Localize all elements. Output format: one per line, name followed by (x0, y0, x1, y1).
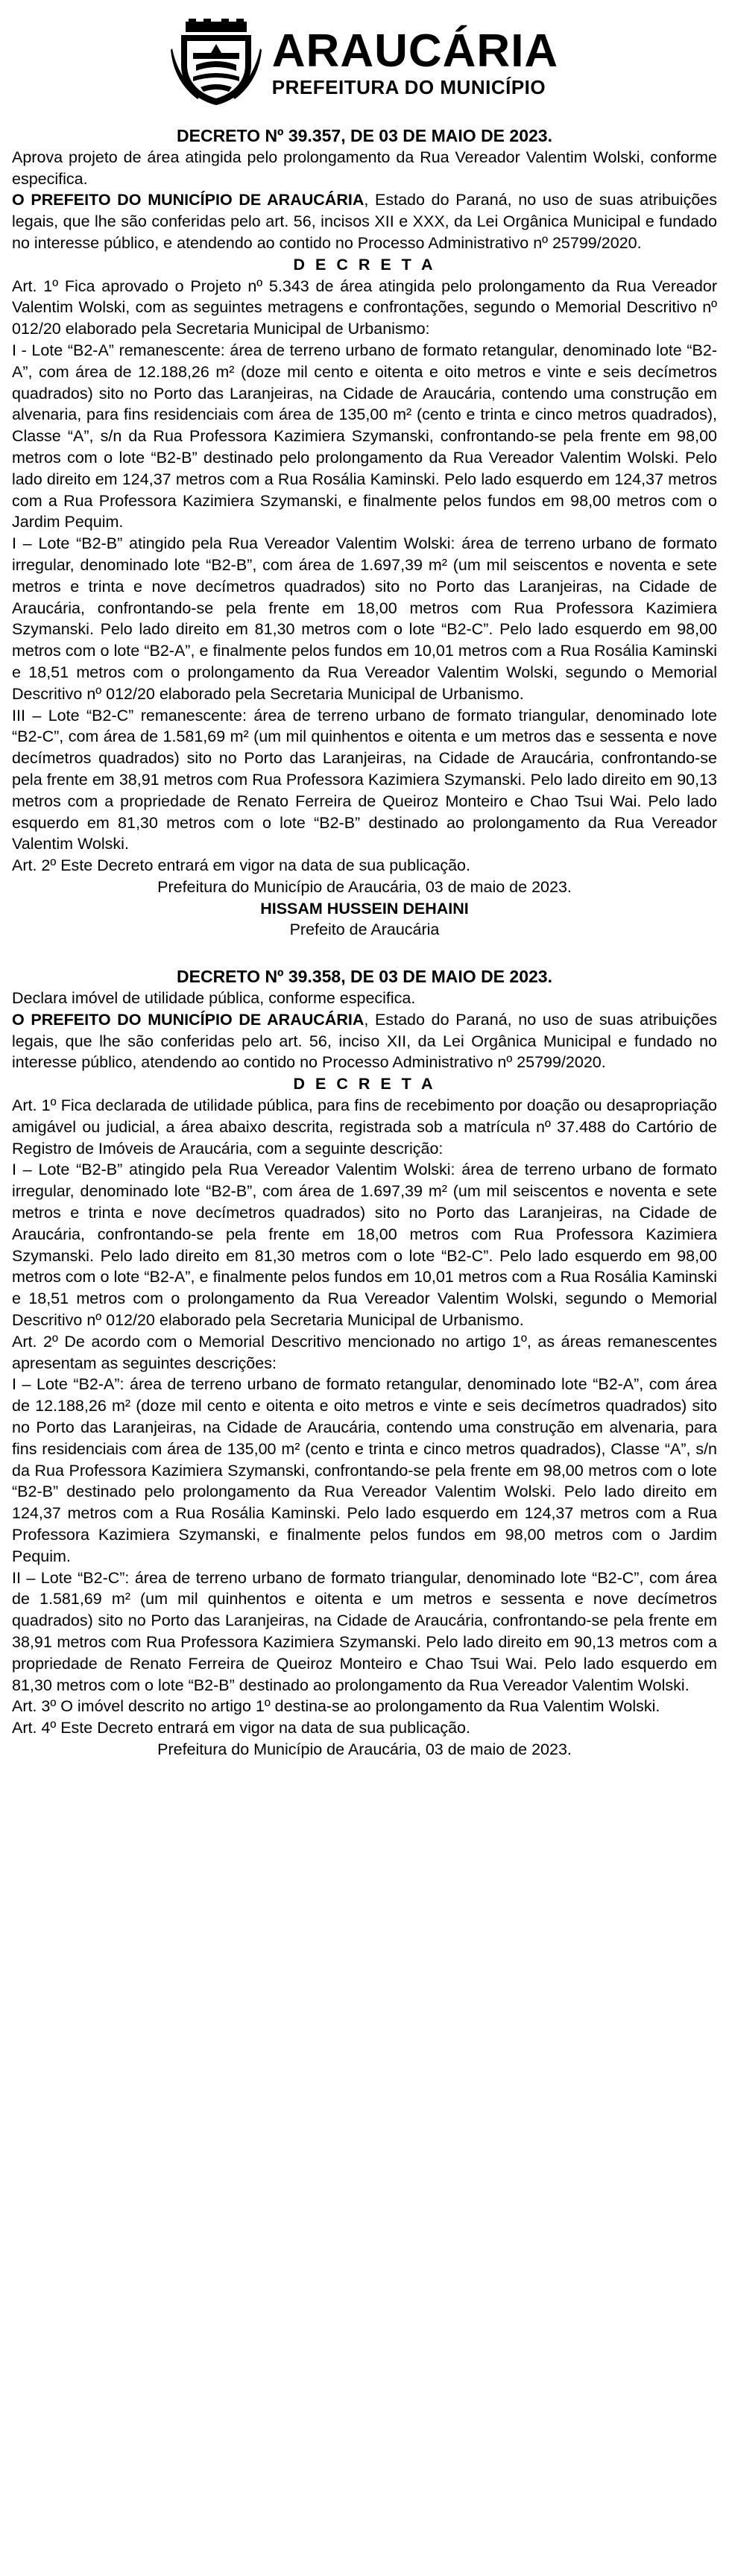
article-paragraph: Art. 4º Este Decreto entrará em vigor na data de sua publicação. (12, 1719, 470, 1737)
article-paragraph: Art. 2º De acordo com o Memorial Descritivo mencionado no artigo 1º, as áreas remanescentes apresentam as seguintes descrições: (12, 1332, 717, 1372)
article-paragraph: Art. 3º O imóvel descrito no artigo 1º destina-se ao prolongamento da Rua Valentim Wolski. (12, 1697, 660, 1716)
preamble-text: , Estado do Paraná, no uso de suas atribuições legais, que lhe são conferidas pelo art. 56, incisos XII e XXX, da Lei Orgânica Municipal e fundado no interesse público, e atendendo ao contido no Processo Administrativo nº 25799/2020. (12, 191, 717, 252)
preamble-authority: O PREFEITO DO MUNICÍPIO DE ARAUCÁRIA (12, 191, 364, 209)
decree-title: DECRETO Nº 39.358, DE 03 DE MAIO DE 2023. (177, 967, 552, 987)
place-date: Prefeitura do Município de Araucária, 03 de maio de 2023. (157, 1740, 572, 1758)
decree-title: DECRETO Nº 39.357, DE 03 DE MAIO DE 2023. (177, 126, 552, 145)
brand-name: ARAUCÁRIA (271, 25, 559, 77)
signer-title: Prefeito de Araucária (289, 921, 440, 939)
article-paragraph: Art. 1º Fica aprovado o Projeto nº 5.343 de área atingida pelo prolongamento da Rua Vereador Valentim Wolski, com as seguintes metragens e confrontações, segundo o Memorial Descritivo nº 012/20 elaborado pela Secretaria Municipal de Urbanismo: (12, 277, 717, 338)
article-paragraph: I – Lote “B2-A”: área de terreno urbano de formato retangular, denominado lote “B2-A”, com área de 12.188,26 m² (doze mil cento e oitenta e oito metros e vinte e seis decímetros quadrados) sito no Porto das Laranjeiras, na Cidade de Araucária, contendo uma construção em alvenaria, para fins residenciais com área de 135,00 m² (cento e trinta e cinco metros quadrados), Classe “A”, s/n da Rua Professora Kazimiera Szymanski, confrontando-se pela frente em 98,00 metros com o lote “B2-B” destinado pelo prolongamento da Rua Vereador Valentim Wolski. Pelo lado direito em 124,37 metros com a Rua Rosália Kaminski. Pelo lado esquerdo em 124,37 metros com a Rua Professora Kazimiera Szymanski, e finalmente pelos fundos em 98,00 metros com o Jardim Pequim. (12, 1375, 717, 1565)
article-paragraph: II – Lote “B2-C”: área de terreno urbano de formato triangular, denominado lote “B2-C”, com área de 1.581,69 m² (um mil quinhentos e oitenta e um metros e sessenta e nove decímetros quadrados) sito no Porto das Laranjeiras, na Cidade de Araucária, confrontando-se pela frente em 38,91 metros com Rua Professora Kazimiera Szymanski. Pelo lado direito em 90,13 metros com a propriedade de Renato Ferreira de Queiroz Monteiro e Chao Tsui Wai. Pelo lado esquerdo em 81,30 metros com o lote “B2-B” destinado ao prolongamento da Rua Vereador Valentim Wolski. (12, 1568, 717, 1694)
article-paragraph: Art. 1º Fica declarada de utilidade pública, para fins de recebimento por doação ou desapropriação amigável ou judicial, a área abaixo descrita, registrada sob a matrícula nº 37.488 do Cartório de Registro de Imóveis de Araucária, com a seguinte descrição: (12, 1096, 717, 1158)
signer-name: HISSAM HUSSEIN DEHAINI (260, 899, 469, 918)
decreta-heading: D E C R E T A (293, 1075, 436, 1093)
decree-summary: Aprova projeto de área atingida pelo prolongamento da Rua Vereador Valentim Wolski, conforme especifica. (12, 148, 717, 188)
article-paragraph: I – Lote “B2-B” atingido pela Rua Vereador Valentim Wolski: área de terreno urbano de formato irregular, denominado lote “B2-B”, com área de 1.697,39 m² (um mil seiscentos e noventa e sete metros e trinta e nove decímetros quadrados) sito no Porto das Laranjeiras, na Cidade de Araucária, confrontando-se pela frente em 18,00 metros com Rua Professora Kazimiera Szymanski. Pelo lado direito em 81,30 metros com o lote “B2-C”. Pelo lado esquerdo em 98,00 metros com o lote “B2-A”, e finalmente pelos fundos em 10,01 metros com a Rua Rosália Kaminski e 18,51 metros com o prolongamento da Rua Vereador Valentim Wolski, segundo o Memorial Descritivo nº 012/20 elaborado pela Secretaria Municipal de Urbanismo. (12, 1161, 717, 1330)
preamble-authority: O PREFEITO DO MUNICÍPIO DE ARAUCÁRIA (12, 1010, 364, 1029)
article-paragraph: Art. 2º Este Decreto entrará em vigor na data de sua publicação. (12, 856, 470, 875)
place-date: Prefeitura do Município de Araucária, 03 de maio de 2023. (157, 877, 572, 896)
article-paragraph: I - Lote “B2-A” remanescente: área de terreno urbano de formato retangular, denominado lote “B2-A”, com área de 12.188,26 m² (doze mil cento e oitenta e oito metros e vinte e seis decímetros quadrados) sito no Porto das Laranjeiras, na Cidade de Araucária, contendo uma construção em alvenaria, para fins residenciais com área de 135,00 m² (cento e trinta e cinco metros quadrados), Classe “A”, s/n da Rua Professora Kazimiera Szymanski, confrontando-se pela frente em 98,00 metros com o lote “B2-B” destinado pelo prolongamento da Rua Vereador Valentim Wolski. Pelo lado direito em 124,37 metros com a Rua Rosália Kaminski. Pelo lado esquerdo em 124,37 metros com a Rua Professora Kazimiera Szymanski, e finalmente pelos fundos em 98,00 metros com o Jardim Pequim. (12, 341, 717, 531)
article-paragraph: I – Lote “B2-B” atingido pela Rua Vereador Valentim Wolski: área de terreno urbano de formato irregular, denominado lote “B2-B”, com área de 1.697,39 m² (um mil seiscentos e noventa e sete metros e trinta e nove decímetros quadrados) sito no Porto das Laranjeiras, na Cidade de Araucária, confrontando-se pela frente em 18,00 metros com Rua Professora Kazimiera Szymanski. Pelo lado direito em 81,30 metros com o lote “B2-C”. Pelo lado esquerdo em 98,00 metros com o lote “B2-A”, e finalmente pelos fundos em 10,01 metros com a Rua Rosália Kaminski e 18,51 metros com o prolongamento da Rua Vereador Valentim Wolski, segundo o Memorial Descritivo nº 012/20 elaborado pela Secretaria Municipal de Urbanismo. (12, 534, 717, 703)
brand-subtitle: PREFEITURA DO MUNICÍPIO (271, 76, 546, 98)
decreta-heading: D E C R E T A (293, 255, 436, 274)
decree-summary: Declara imóvel de utilidade pública, conforme especifica. (12, 989, 416, 1008)
brand (271, 25, 559, 98)
decree-39357 (12, 125, 717, 941)
header (12, 16, 717, 109)
preamble-text: , Estado do Paraná, no uso de suas atribuições legais, que lhe são conferidas pelo art. 56, inciso XII, da Lei Orgânica Municipal e fundado no interesse público, atendendo ao contido no Processo Administrativo nº 25799/2020. (12, 1010, 717, 1072)
article-paragraph: III – Lote “B2-C” remanescente: área de terreno urbano de formato triangular, denominado lote “B2-C”, com área de 1.581,69 m² (um mil quinhentos e oitenta e um metros das e sessenta e nove decímetros quadrados) sito no Porto das Laranjeiras, na Cidade de Araucária, confrontando-se pela frente em 38,91 metros com Rua Professora Kazimiera Szymanski. Pelo lado direito em 90,13 metros com a propriedade de Renato Ferreira de Queiroz Monteiro e Chao Tsui Wai. Pelo lado esquerdo em 81,30 metros com o lote “B2-B” destinado ao prolongamento da Rua Vereador Valentim Wolski. (12, 706, 717, 853)
decree-39358 (12, 966, 717, 1760)
decree-preamble (12, 1009, 717, 1073)
municipal-crest-icon (171, 19, 262, 107)
decree-preamble (12, 189, 717, 253)
